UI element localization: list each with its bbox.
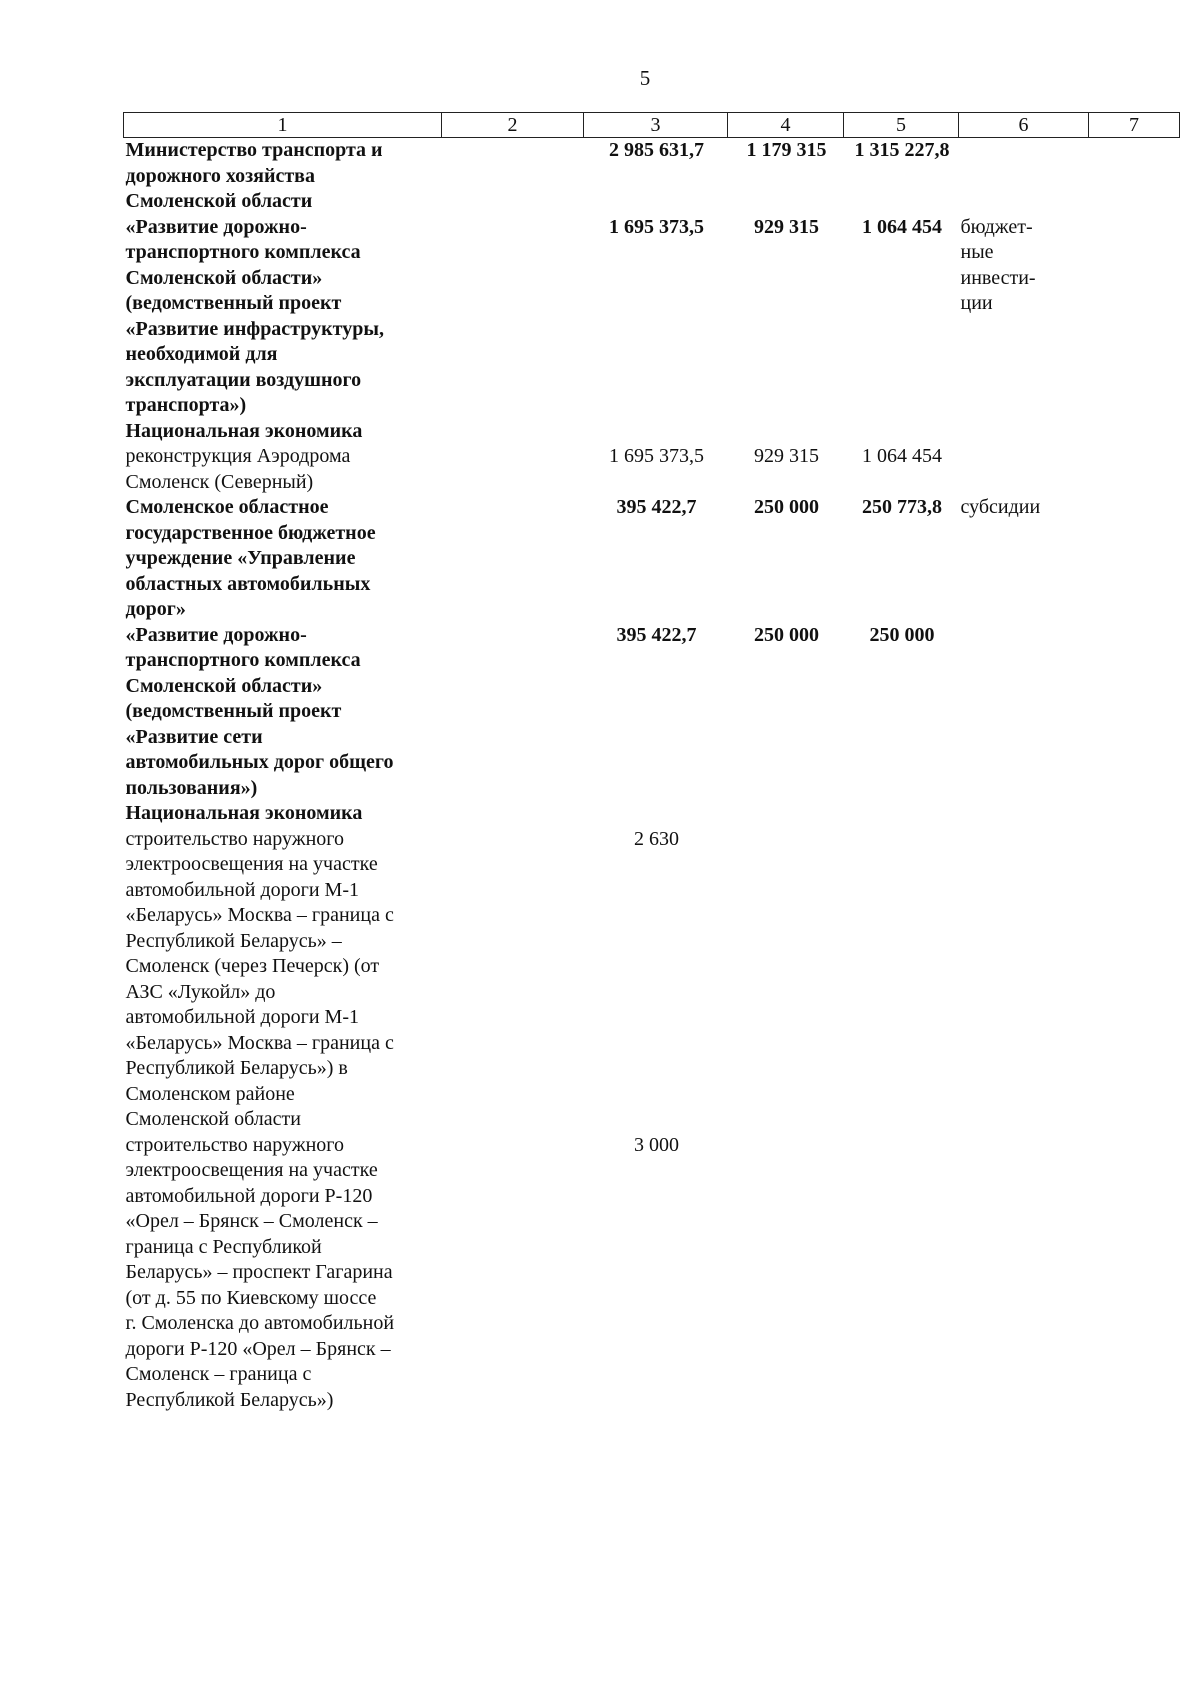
row-label-line: (ведомственный проект: [125, 292, 342, 314]
table-header-row: [124, 113, 1180, 138]
row-label-line: автомобильной дороги М-1: [125, 1006, 359, 1028]
table-row: [124, 215, 1180, 445]
row-label-line: учреждение «Управление: [125, 547, 356, 569]
cell-column-7: [1089, 444, 1180, 495]
row-label: [124, 138, 442, 215]
cell-column-6-line: ные: [960, 241, 994, 263]
row-label-line: (ведомственный проект: [125, 700, 342, 722]
row-label-line: строительство наружного: [125, 1133, 344, 1156]
row-label-line: «Беларусь» Москва – граница с: [125, 904, 394, 926]
row-label-line: пользования»): [125, 776, 258, 799]
row-label: [124, 827, 442, 1133]
cell-column-6-line: субсидии: [960, 496, 1041, 518]
cell-column-2: [442, 215, 584, 445]
row-label-line: Беларусь» – проспект Гагарина: [125, 1261, 393, 1283]
row-label: [124, 1133, 442, 1414]
column-header-7: 7: [1089, 113, 1180, 138]
row-label-line: необходимой для: [125, 343, 278, 365]
cell-column-2: [442, 827, 584, 1133]
table-row: [124, 444, 1180, 495]
row-label-line: Республикой Беларусь»): [125, 1388, 334, 1411]
row-label-line: «Орел – Брянск – Смоленск –: [125, 1210, 378, 1232]
cell-column-7: [1089, 138, 1180, 215]
table-row: [124, 1133, 1180, 1414]
row-label-line: «Развитие инфраструктуры,: [125, 317, 384, 340]
row-label-line: Смоленской области: [125, 190, 313, 212]
cell-column-7: [1089, 495, 1180, 623]
row-label-line: государственное бюджетное: [125, 521, 376, 544]
table-row: [124, 827, 1180, 1133]
row-label-line: Республикой Беларусь») в: [125, 1057, 348, 1079]
cell-column-3: 395 422,7: [616, 623, 697, 646]
row-label-line: АЗС «Лукойл» до: [125, 980, 276, 1003]
cell-column-2: [442, 623, 584, 827]
row-label-line: электроосвещения на участке: [125, 853, 378, 875]
row-label-line: «Беларусь» Москва – граница с: [125, 1031, 394, 1054]
cell-column-4: 929 315: [754, 445, 819, 467]
cell-column-2: [442, 1133, 584, 1414]
row-label-line: (от д. 55 по Киевскому шоссе: [125, 1286, 377, 1309]
cell-column-7: [1089, 1133, 1180, 1414]
cell-column-4: [728, 1133, 844, 1414]
row-label: [124, 215, 442, 445]
cell-column-7: [1089, 215, 1180, 445]
cell-column-5: 1 064 454: [862, 215, 942, 238]
row-label-line: строительство наружного: [125, 827, 344, 850]
cell-column-2: [442, 444, 584, 495]
cell-column-4: 250 000: [754, 623, 819, 646]
row-label-line: Смоленск – граница с: [125, 1363, 312, 1385]
row-label-line: Смоленск (через Печерск) (от: [125, 955, 380, 977]
cell-column-4: [728, 827, 844, 1133]
row-label-line: Смоленск (Северный): [125, 470, 314, 493]
row-label-line: Смоленской области»: [125, 674, 323, 697]
row-label-line: дороги Р-120 «Орел – Брянск –: [125, 1337, 391, 1360]
page-number: 5: [639, 66, 651, 90]
cell-column-6-line: инвести-: [960, 266, 1036, 289]
column-header-3: 3: [584, 113, 728, 138]
cell-column-6: [959, 444, 1089, 495]
column-header-5: 5: [844, 113, 959, 138]
row-label-line: Министерство транспорта и: [125, 139, 383, 161]
row-label-line: транспортного комплекса: [125, 649, 361, 671]
cell-column-5: 250 773,8: [862, 496, 942, 518]
row-label-line: Смоленской области»: [125, 266, 323, 289]
cell-column-7: [1089, 623, 1180, 827]
cell-column-3: 1 695 373,5: [609, 215, 704, 238]
cell-column-5: [844, 1133, 959, 1414]
cell-column-6-line: бюджет-: [960, 215, 1033, 238]
cell-column-2: [442, 138, 584, 215]
cell-column-3: 1 695 373,5: [609, 445, 704, 467]
row-label-line: автомобильной дороги Р-120: [125, 1184, 373, 1207]
row-label-line: электроосвещения на участке: [125, 1159, 378, 1181]
column-header-2: 2: [442, 113, 584, 138]
row-label: [124, 444, 442, 495]
row-label-line: граница с Республикой: [125, 1235, 322, 1258]
cell-column-6: [959, 623, 1089, 827]
row-label-line: дорожного хозяйства: [125, 164, 315, 187]
table-row: [124, 495, 1180, 623]
row-label-line: областных автомобильных: [125, 572, 371, 595]
row-label-line: транспортного комплекса: [125, 241, 361, 263]
row-label: [124, 623, 442, 827]
cell-column-6: [959, 1133, 1089, 1414]
row-label-line: дорог»: [125, 598, 186, 620]
cell-column-6-line: ции: [960, 292, 993, 314]
cell-column-2: [442, 495, 584, 623]
row-label-line: «Развитие сети: [125, 725, 263, 748]
cell-column-6: [959, 138, 1089, 215]
cell-column-3: 3 000: [634, 1133, 679, 1156]
cell-column-4: 250 000: [754, 496, 819, 518]
table-body: [124, 138, 1180, 1414]
row-label-line: эксплуатации воздушного: [125, 368, 362, 391]
row-label-line: г. Смоленска до автомобильной: [125, 1312, 395, 1334]
row-label-line: Республикой Беларусь» –: [125, 929, 342, 952]
cell-column-6: [959, 495, 1089, 623]
column-header-6: 6: [959, 113, 1089, 138]
cell-column-6: [959, 215, 1089, 445]
cell-column-5: [844, 827, 959, 1133]
column-header-1: 1: [124, 113, 442, 138]
table-row: [124, 623, 1180, 827]
cell-column-4: 1 179 315: [746, 139, 827, 161]
row-label-line: «Развитие дорожно-: [125, 215, 307, 238]
row-label-line: транспорта»): [125, 394, 247, 416]
row-label-line: Смоленское областное: [125, 496, 329, 518]
row-label-line: автомобильной дороги М-1: [125, 878, 359, 901]
row-label-line: Национальная экономика: [125, 419, 363, 442]
table-row: [124, 138, 1180, 215]
cell-column-3: 2 985 631,7: [609, 139, 704, 161]
column-header-4: 4: [728, 113, 844, 138]
row-label-line: Смоленской области: [125, 1108, 301, 1130]
row-label-line: реконструкция Аэродрома: [125, 445, 351, 467]
cell-column-6: [959, 827, 1089, 1133]
budget-table: [123, 112, 1180, 1413]
cell-column-4: 929 315: [754, 215, 819, 238]
cell-column-3: 395 422,7: [616, 496, 697, 518]
row-label: [124, 495, 442, 623]
row-label-line: автомобильных дорог общего: [125, 751, 394, 773]
cell-column-7: [1089, 827, 1180, 1133]
cell-column-5: 1 315 227,8: [854, 139, 950, 161]
row-label-line: Национальная экономика: [125, 802, 363, 824]
cell-column-5: 250 000: [869, 623, 935, 646]
row-label-line: «Развитие дорожно-: [125, 623, 307, 646]
row-label-line: Смоленском районе: [125, 1082, 295, 1105]
cell-column-5: 1 064 454: [862, 445, 942, 467]
cell-column-3: 2 630: [634, 827, 679, 850]
